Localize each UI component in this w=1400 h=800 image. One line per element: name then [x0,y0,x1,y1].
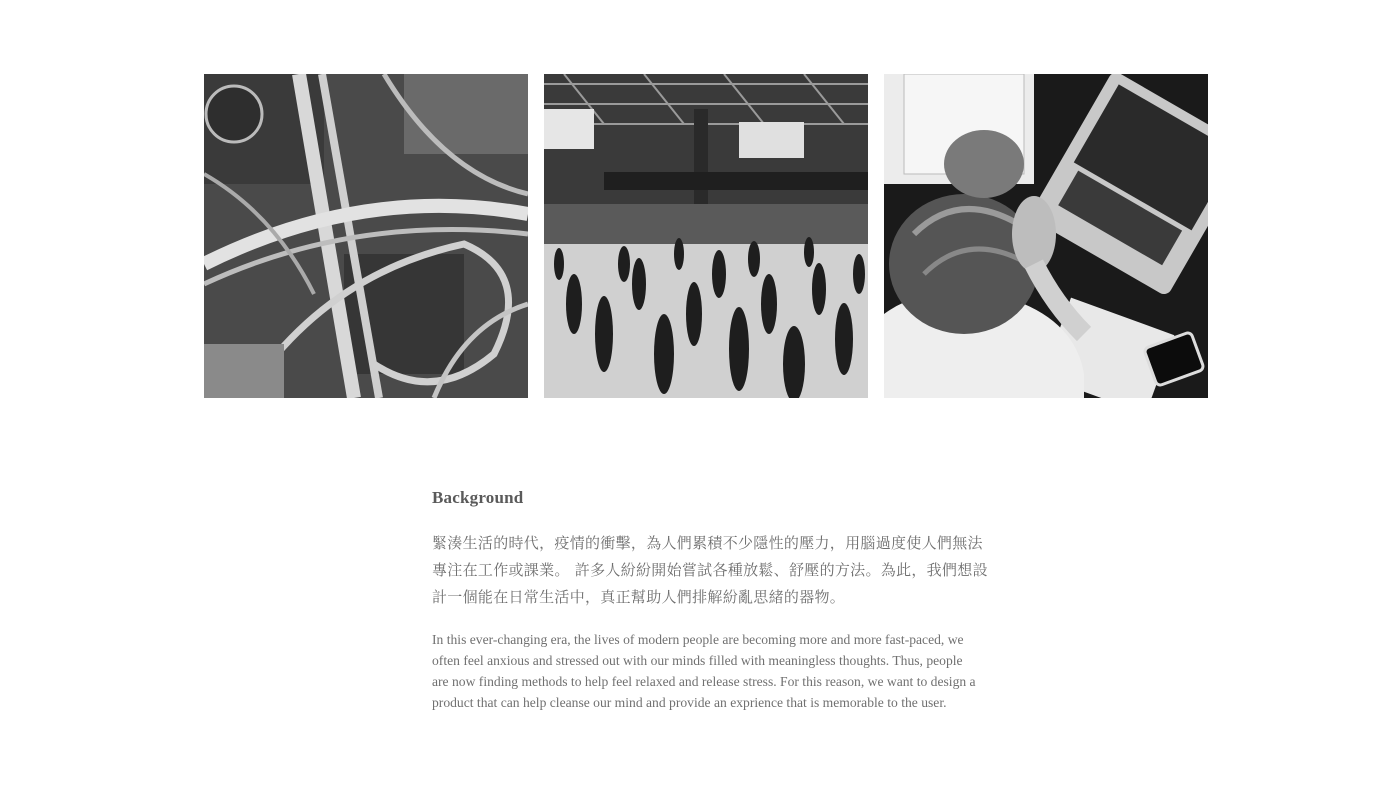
chinese-paragraph [432,530,992,611]
photo-gallery [204,74,1208,398]
chinese-line: 計一個能在日常生活中，真正幫助人們排解紛亂思緒的器物。 [432,588,846,606]
chinese-line: 緊湊生活的時代，疫情的衝擊，為人們累積不少隱性的壓力，用腦過度使人們無法 [432,534,983,552]
background-section [432,488,992,713]
train-station-crowd-photo [544,74,868,398]
english-line: product that can help cleanse our mind and provide an exprience that is memorable to the user. [432,695,947,710]
english-line: are now finding methods to help feel relaxed and release stress. For this reason, we want to design a [432,674,976,689]
highway-interchange-photo [204,74,528,398]
chinese-line: 專注在工作或課業。 許多人紛紛開始嘗試各種放鬆、舒壓的方法。為此，我們想設 [432,561,988,579]
english-line: In this ever-changing era, the lives of modern people are becoming more and more fast-paced, we [432,632,964,647]
english-paragraph [432,629,992,713]
english-line: often feel anxious and stressed out with our minds filled with meaningless thoughts. Thus, people [432,653,963,668]
stressed-woman-laptop-photo [884,74,1208,398]
section-heading: Background [432,488,524,507]
